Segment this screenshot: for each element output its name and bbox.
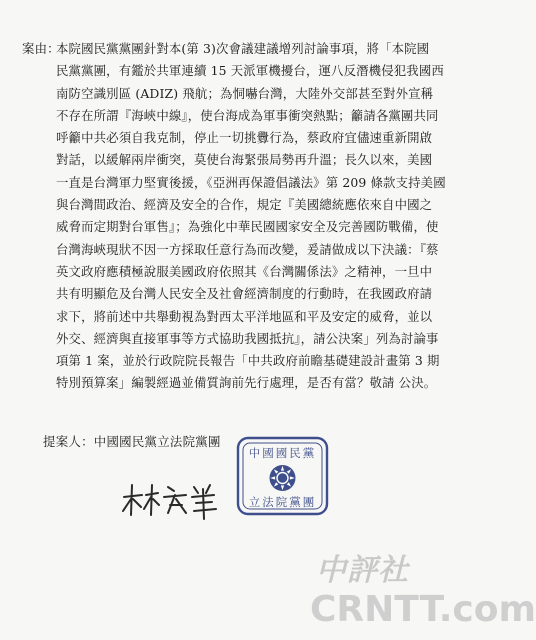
case-text-line: 威脅而定期對台軍售』；為強化中華民國國家安全及完善國防戰備，使 bbox=[56, 219, 439, 235]
case-text-line: 呼籲中共必須自我克制，停止一切挑釁行為，蔡政府宜儘速重新開啟 bbox=[56, 130, 433, 146]
case-text bbox=[56, 38, 446, 395]
sun-emblem-icon bbox=[270, 465, 296, 491]
case-text-line: 與台灣間政治、經濟及安全的合作，規定『美國總統應依來自中國之 bbox=[56, 197, 433, 213]
case-text-line: 本院國民黨黨團針對本(第 3)次會議建議增列討論事項，將「本院國 bbox=[56, 41, 430, 56]
watermark-cn: 中評社 bbox=[316, 553, 409, 588]
case-label: 案由： bbox=[22, 41, 60, 56]
case-text-line: 項第 1 案，並於行政院院長報告「中共政府前瞻基礎建設計畫第 3 期 bbox=[56, 353, 440, 369]
case-text-line: 南防空識別區 (ADIZ) 飛航；為恫嚇台灣，大陸外交部甚至對外宣稱 bbox=[56, 85, 434, 101]
case-text-line: 台灣海峽現狀不因一方採取任意行為而改變，爰請做成以下決議：『蔡 bbox=[56, 241, 439, 257]
party-seal bbox=[235, 435, 330, 517]
case-text-line: 對話，以緩解兩岸衝突，莫使台海緊張局勢再升溫；長久以來，美國 bbox=[56, 152, 433, 168]
signature bbox=[118, 475, 228, 525]
case-text-line: 外交、經濟與直接軍事等方式協助我國抵抗』，請公決案」列為討論事 bbox=[56, 330, 439, 346]
case-text-line: 特別預算案」編製經過並備質詢前先行處理，是否有當？敬請 公決。 bbox=[56, 375, 437, 391]
case-text-line: 求下，將前述中共舉動視為對西太平洋地區和平及安定的威脅，並以 bbox=[56, 308, 433, 324]
case-text-line: 共有明顯危及台灣人民安全及社會經濟制度的行動時，在我國政府請 bbox=[56, 286, 433, 302]
seal-text-top: 中國國民黨 bbox=[248, 446, 317, 460]
case-text-line: 英文政府應積極說服美國政府依照其《台灣關係法》之精神，一旦中 bbox=[56, 263, 433, 279]
case-text-line: 民黨黨團，有鑑於共軍連續 15 天派軍機擾台，運八反潛機侵犯我國西 bbox=[56, 63, 444, 79]
seal-text-bottom: 立法院黨團 bbox=[248, 495, 317, 509]
watermark bbox=[310, 545, 536, 640]
case-text-line: 一直是台灣軍力堅實後援，《亞洲再保證倡議法》第 209 條款支持美國 bbox=[56, 174, 446, 190]
proposer-line: 提案人：中國國民黨立法院黨團 bbox=[43, 434, 221, 449]
case-text-line: 不存在所謂『海峽中線』，使台海成為軍事衝突熱點；籲請各黨團共同 bbox=[56, 107, 439, 123]
watermark-en: CRNTT.com bbox=[310, 589, 536, 630]
